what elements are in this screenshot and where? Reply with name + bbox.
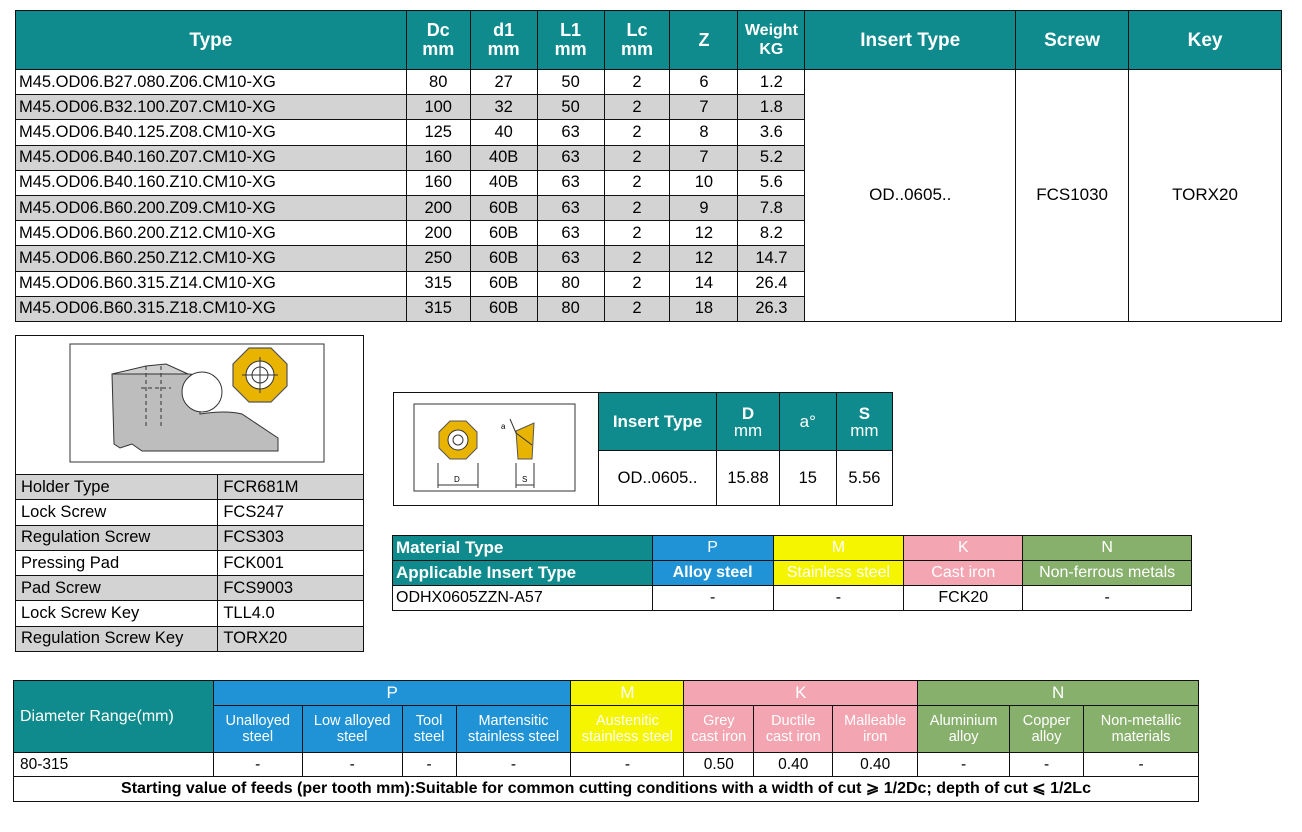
main-spec-table [15,10,1282,322]
cell-l1: 63 [537,195,604,220]
feed-value: 0.50 [684,753,754,777]
material-subcategory: Tool steel [402,706,456,753]
insert-header-d: D mm [717,393,779,451]
cell-type: M45.OD06.B40.160.Z10.CM10-XG [16,170,407,195]
material-subcategory: Low alloyed steel [302,706,402,753]
cell-weight: 7.8 [738,195,805,220]
header-z: Z [670,11,738,70]
cell-lc: 2 [604,95,670,120]
cell-dc: 315 [406,271,470,296]
cell-l1: 50 [537,95,604,120]
material-subcategory: Aluminium alloy [918,706,1010,753]
cell-z: 14 [670,271,738,296]
group-p: P [213,681,571,706]
cell-type: M45.OD06.B32.100.Z07.CM10-XG [16,95,407,120]
header-weight: Weight KG [738,11,805,70]
cell-type: M45.OD06.B60.315.Z18.CM10-XG [16,296,407,321]
insert-type-value: OD..0605.. [598,451,717,506]
header-type: Type [16,11,407,70]
holder-value: TLL4.0 [218,601,364,626]
holder-value: FCK001 [218,550,364,575]
cell-z: 7 [670,145,738,170]
cell-type: M45.OD06.B27.080.Z06.CM10-XG [16,70,407,95]
feed-value: - [1010,753,1084,777]
cell-z: 10 [670,170,738,195]
material-subcategory: Unalloyed steel [213,706,302,753]
material-subcategory: Non-metallic materials [1084,706,1199,753]
feed-value: - [456,753,571,777]
material-row-applicable: Applicable Insert Type Alloy steel Stainless steel Cast iron Non-ferrous metals [393,561,1192,586]
cell-l1: 63 [537,221,604,246]
cell-z: 8 [670,120,738,145]
cell-weight: 5.2 [738,145,805,170]
header-l1: L1 mm [537,11,604,70]
holder-diagram [16,336,363,475]
holder-row [16,525,364,550]
cell-d1: 40B [470,145,537,170]
cell-l1: 80 [537,271,604,296]
insert-spec-table [393,392,893,506]
header-dc: Dc mm [406,11,470,70]
cell-z: 7 [670,95,738,120]
insert-d-value: 15.88 [717,451,779,506]
cell-d1: 32 [470,95,537,120]
cell-dc: 125 [406,120,470,145]
cell-weight: 8.2 [738,221,805,246]
cell-z: 12 [670,246,738,271]
feed-value: - [213,753,302,777]
cell-weight: 26.3 [738,296,805,321]
svg-text:a: a [500,422,506,431]
insert-type-value: OD..0605.. [805,70,1016,322]
cell-weight: 14.7 [738,246,805,271]
feed-value: - [402,753,456,777]
cell-d1: 60B [470,221,537,246]
holder-row [16,626,364,651]
holder-label: Lock Screw Key [16,601,218,626]
table-row [16,70,1282,95]
group-m: M [571,681,684,706]
screw-value: FCS1030 [1016,70,1129,322]
material-subcategory: Martensitic stainless steel [456,706,571,753]
holder-label: Regulation Screw Key [16,626,218,651]
feed-value: - [571,753,684,777]
cell-dc: 160 [406,145,470,170]
cell-weight: 1.2 [738,70,805,95]
holder-value: FCS303 [218,525,364,550]
holder-row [16,550,364,575]
cell-z: 6 [670,70,738,95]
feed-value: - [1084,753,1199,777]
key-value: TORX20 [1129,70,1282,322]
cell-dc: 100 [406,95,470,120]
insert-diagram [398,393,594,500]
holder-value: TORX20 [218,626,364,651]
feed-value: 0.40 [754,753,833,777]
cell-weight: 1.8 [738,95,805,120]
main-header-row [16,11,1282,70]
cell-dc: 160 [406,170,470,195]
cell-d1: 40B [470,170,537,195]
range-value: 80-315 [14,753,214,777]
holder-row [16,601,364,626]
cell-d1: 60B [470,271,537,296]
material-row-insert: ODHX0605ZZN-A57 - - FCK20 - [393,586,1192,611]
cell-l1: 63 [537,170,604,195]
holder-diagram-box [15,335,364,475]
holder-label: Regulation Screw [16,525,218,550]
cell-lc: 2 [604,246,670,271]
cell-l1: 80 [537,296,604,321]
feeds-table [13,680,1199,802]
group-k: K [684,681,918,706]
material-subcategory: Ductile cast iron [754,706,833,753]
material-subcategory: Malleable iron [833,706,918,753]
holder-parts-table [15,474,364,652]
cell-lc: 2 [604,120,670,145]
holder-row [16,576,364,601]
header-lc: Lc mm [604,11,670,70]
cell-weight: 3.6 [738,120,805,145]
cell-l1: 63 [537,246,604,271]
holder-label: Holder Type [16,475,218,500]
holder-value: FCS9003 [218,576,364,601]
cell-weight: 5.6 [738,170,805,195]
cell-type: M45.OD06.B40.125.Z08.CM10-XG [16,120,407,145]
cell-dc: 315 [406,296,470,321]
cell-lc: 2 [604,296,670,321]
insert-header-a: a° [779,393,836,451]
header-screw: Screw [1016,11,1129,70]
insert-a-value: 15 [779,451,836,506]
material-type-table [392,535,1192,611]
material-subcategory: Grey cast iron [684,706,754,753]
cell-d1: 60B [470,195,537,220]
cell-d1: 40 [470,120,537,145]
cell-lc: 2 [604,195,670,220]
cell-lc: 2 [604,70,670,95]
material-subcategory: Copper alloy [1010,706,1084,753]
holder-label: Pressing Pad [16,550,218,575]
header-d1: d1 mm [470,11,537,70]
cell-dc: 200 [406,195,470,220]
cell-lc: 2 [604,221,670,246]
feeds-note: Starting value of feeds (per tooth mm):Suitable for common cutting conditions with a width of cut ⩾ 1/2Dc; depth of cut ⩽ 1/2Lc [14,777,1199,802]
holder-label: Lock Screw [16,500,218,525]
cell-type: M45.OD06.B60.315.Z14.CM10-XG [16,271,407,296]
cell-d1: 60B [470,246,537,271]
cell-lc: 2 [604,170,670,195]
diameter-range-label: Diameter Range(mm) [14,681,214,753]
insert-s-value: 5.56 [836,451,892,506]
holder-label: Pad Screw [16,576,218,601]
cell-dc: 200 [406,221,470,246]
cell-l1: 63 [537,145,604,170]
cell-type: M45.OD06.B60.200.Z12.CM10-XG [16,221,407,246]
cell-z: 9 [670,195,738,220]
svg-text:S: S [521,475,528,484]
cell-lc: 2 [604,145,670,170]
header-key: Key [1129,11,1282,70]
cell-d1: 60B [470,296,537,321]
cell-dc: 80 [406,70,470,95]
cell-lc: 2 [604,271,670,296]
cell-dc: 250 [406,246,470,271]
cell-z: 18 [670,296,738,321]
cell-type: M45.OD06.B40.160.Z07.CM10-XG [16,145,407,170]
header-insert-type: Insert Type [805,11,1016,70]
insert-header-s: S mm [836,393,892,451]
svg-text:D: D [453,475,460,484]
holder-value: FCR681M [218,475,364,500]
holder-row [16,475,364,500]
feed-value: - [302,753,402,777]
cell-l1: 50 [537,70,604,95]
cell-z: 12 [670,221,738,246]
material-row-type: Material Type P M K N [393,536,1192,561]
cell-weight: 26.4 [738,271,805,296]
cell-l1: 63 [537,120,604,145]
holder-value: FCS247 [218,500,364,525]
cell-type: M45.OD06.B60.250.Z12.CM10-XG [16,246,407,271]
insert-diagram-cell [394,393,599,506]
material-subcategory: Austenitic stainless steel [571,706,684,753]
feed-value: - [918,753,1010,777]
insert-header-type: Insert Type [598,393,717,451]
group-n: N [918,681,1199,706]
feed-value: 0.40 [833,753,918,777]
holder-row [16,500,364,525]
cell-type: M45.OD06.B60.200.Z09.CM10-XG [16,195,407,220]
cell-d1: 27 [470,70,537,95]
